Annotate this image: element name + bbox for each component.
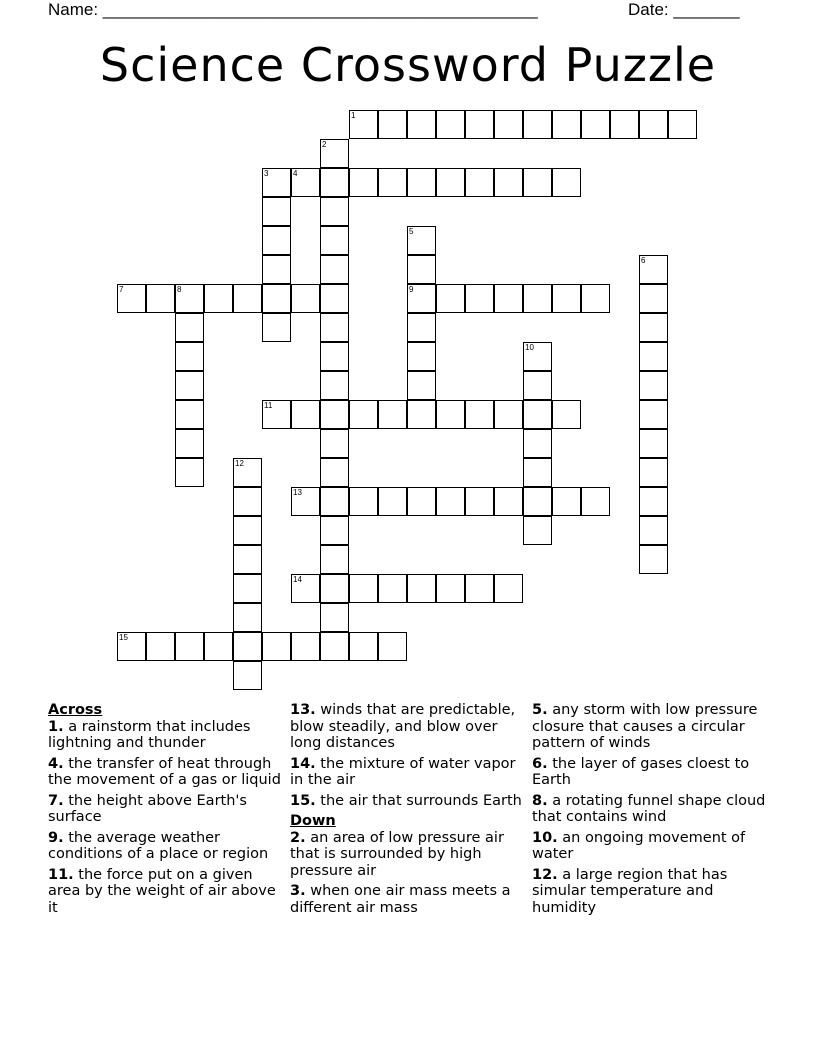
grid-cell[interactable] (146, 284, 175, 313)
grid-cell[interactable] (349, 168, 378, 197)
grid-cell[interactable] (494, 168, 523, 197)
grid-cell[interactable] (117, 632, 146, 661)
clue-number: 9. (48, 829, 64, 846)
grid-cell[interactable] (291, 574, 320, 603)
clue-number: 5. (532, 702, 548, 718)
grid-cell[interactable] (233, 487, 262, 516)
clue-number-label: 14 (293, 575, 302, 584)
grid-cell[interactable] (349, 400, 378, 429)
grid-cell[interactable] (378, 400, 407, 429)
clue-number-label: 8 (177, 285, 182, 294)
grid-cell[interactable] (378, 574, 407, 603)
clue-text: a rotating funnel shape cloud that contains wind (532, 792, 766, 825)
grid-cell[interactable] (320, 429, 349, 458)
down-heading: Down (290, 813, 336, 829)
grid-cell[interactable] (204, 632, 233, 661)
clue-number: 13. (290, 702, 316, 718)
clue-across-7 (48, 793, 284, 826)
clue-across-13 (290, 702, 526, 752)
grid-cell[interactable] (465, 284, 494, 313)
grid-cell[interactable] (639, 284, 668, 313)
grid-cell[interactable] (320, 545, 349, 574)
grid-cell[interactable] (494, 400, 523, 429)
clue-down-2 (290, 830, 526, 880)
grid-cell[interactable] (639, 110, 668, 139)
grid-cell[interactable] (639, 545, 668, 574)
clue-down-6 (532, 756, 772, 789)
grid-cell[interactable] (320, 226, 349, 255)
grid-cell[interactable] (204, 284, 233, 313)
grid-cell[interactable] (407, 371, 436, 400)
clue-down-10 (532, 830, 772, 863)
grid-cell[interactable] (233, 545, 262, 574)
grid-cell[interactable] (581, 284, 610, 313)
grid-cell[interactable] (407, 168, 436, 197)
grid-cell[interactable] (175, 342, 204, 371)
grid-cell[interactable] (523, 342, 552, 371)
grid-cell[interactable] (320, 168, 349, 197)
clue-number: 4. (48, 755, 64, 772)
grid-cell[interactable] (262, 400, 291, 429)
grid-cell[interactable] (320, 400, 349, 429)
clue-text: the air that surrounds Earth (320, 792, 522, 809)
clue-text: the force put on a given area by the weight of air above it (48, 866, 276, 916)
grid-cell[interactable] (146, 632, 175, 661)
grid-cell[interactable] (639, 516, 668, 545)
grid-cell[interactable] (407, 487, 436, 516)
grid-cell[interactable] (233, 516, 262, 545)
grid-cell[interactable] (639, 342, 668, 371)
grid-cell[interactable] (436, 487, 465, 516)
grid-cell[interactable] (465, 168, 494, 197)
grid-cell[interactable] (320, 197, 349, 226)
clue-number-label: 2 (322, 140, 327, 149)
clue-number-label: 12 (235, 459, 244, 468)
page-title: Science Crossword Puzzle (99, 38, 717, 92)
grid-cell[interactable] (175, 429, 204, 458)
clue-number-label: 9 (409, 285, 414, 294)
clue-number-label: 15 (119, 633, 128, 642)
grid-cell[interactable] (349, 487, 378, 516)
grid-cell[interactable] (320, 487, 349, 516)
grid-cell[interactable] (233, 574, 262, 603)
clue-text: the mixture of water vapor in the air (290, 755, 516, 788)
grid-cell[interactable] (233, 603, 262, 632)
clue-text: the height above Earth's surface (48, 792, 247, 825)
grid-cell[interactable] (407, 255, 436, 284)
grid-cell[interactable] (523, 284, 552, 313)
grid-cell[interactable] (494, 110, 523, 139)
grid-cell[interactable] (639, 487, 668, 516)
grid-cell[interactable] (262, 632, 291, 661)
clue-column-2 (290, 702, 526, 920)
clue-number: 2. (290, 829, 306, 846)
clue-number-label: 4 (293, 169, 298, 178)
grid-cell[interactable] (552, 487, 581, 516)
grid-cell[interactable] (262, 313, 291, 342)
grid-cell[interactable] (639, 458, 668, 487)
grid-cell[interactable] (639, 400, 668, 429)
grid-cell[interactable] (523, 458, 552, 487)
grid-cell[interactable] (494, 487, 523, 516)
grid-cell[interactable] (436, 168, 465, 197)
date-field-label[interactable]: Date: _______ (628, 0, 740, 19)
clue-number: 1. (48, 718, 64, 735)
clue-number-label: 6 (641, 256, 646, 265)
grid-cell[interactable] (378, 168, 407, 197)
grid-cell[interactable] (465, 110, 494, 139)
clue-number-label: 13 (293, 488, 302, 497)
grid-cell[interactable] (320, 313, 349, 342)
grid-cell[interactable] (407, 342, 436, 371)
clue-number: 7. (48, 792, 64, 809)
clue-number: 10. (532, 829, 558, 846)
clue-number-label: 11 (264, 401, 273, 410)
grid-cell[interactable] (320, 342, 349, 371)
grid-cell[interactable] (639, 313, 668, 342)
grid-cell[interactable] (233, 661, 262, 690)
grid-cell[interactable] (320, 632, 349, 661)
grid-cell[interactable] (320, 255, 349, 284)
grid-cell[interactable] (436, 400, 465, 429)
grid-cell[interactable] (610, 110, 639, 139)
grid-cell[interactable] (523, 487, 552, 516)
grid-cell[interactable] (320, 371, 349, 400)
grid-cell[interactable] (175, 313, 204, 342)
clue-number-label: 3 (264, 169, 269, 178)
grid-cell[interactable] (552, 400, 581, 429)
grid-cell[interactable] (320, 284, 349, 313)
grid-cell[interactable] (407, 400, 436, 429)
clue-down-3 (290, 883, 526, 916)
grid-cell[interactable] (262, 197, 291, 226)
grid-cell[interactable] (320, 603, 349, 632)
name-field-label[interactable]: Name: ______________________________________________ (48, 0, 538, 19)
grid-cell[interactable] (523, 400, 552, 429)
grid-cell[interactable] (639, 371, 668, 400)
grid-cell[interactable] (639, 255, 668, 284)
grid-cell[interactable] (407, 574, 436, 603)
grid-cell[interactable] (436, 110, 465, 139)
grid-cell[interactable] (175, 284, 204, 313)
grid-cell[interactable] (262, 284, 291, 313)
grid-cell[interactable] (465, 400, 494, 429)
clue-across-9 (48, 830, 284, 863)
clue-column-1 (48, 702, 284, 920)
grid-cell[interactable] (291, 168, 320, 197)
clue-across-15 (290, 793, 526, 810)
clue-number-label: 7 (119, 285, 124, 294)
grid-cell[interactable] (349, 110, 378, 139)
grid-cell[interactable] (552, 168, 581, 197)
grid-cell[interactable] (407, 284, 436, 313)
clue-down-5 (532, 702, 772, 752)
clue-number: 6. (532, 755, 548, 772)
clue-number: 3. (290, 883, 306, 899)
across-heading: Across (48, 702, 103, 718)
clue-text: an ongoing movement of water (532, 829, 746, 862)
grid-cell[interactable] (407, 313, 436, 342)
grid-cell[interactable] (581, 487, 610, 516)
grid-cell[interactable] (233, 632, 262, 661)
grid-cell[interactable] (291, 487, 320, 516)
grid-cell[interactable] (523, 371, 552, 400)
grid-cell[interactable] (175, 458, 204, 487)
grid-cell[interactable] (378, 632, 407, 661)
grid-cell[interactable] (378, 487, 407, 516)
grid-cell[interactable] (523, 110, 552, 139)
clue-text: a large region that has simular temperature and humidity (532, 866, 728, 916)
grid-cell[interactable] (175, 400, 204, 429)
grid-cell[interactable] (639, 429, 668, 458)
clue-number: 12. (532, 866, 558, 883)
clue-across-1 (48, 719, 284, 752)
clue-down-12 (532, 867, 772, 917)
clue-across-11 (48, 867, 284, 917)
grid-cell[interactable] (233, 458, 262, 487)
grid-cell[interactable] (320, 139, 349, 168)
clue-across-14 (290, 756, 526, 789)
grid-cell[interactable] (407, 110, 436, 139)
clue-number-label: 5 (409, 227, 414, 236)
grid-cell[interactable] (523, 516, 552, 545)
grid-cell[interactable] (668, 110, 697, 139)
clue-text: winds that are predictable, blow steadily, and blow over long distances (290, 702, 516, 751)
grid-cell[interactable] (320, 574, 349, 603)
grid-cell[interactable] (117, 284, 146, 313)
grid-cell[interactable] (552, 110, 581, 139)
grid-cell[interactable] (291, 632, 320, 661)
clue-number: 14. (290, 755, 316, 772)
clue-text: the transfer of heat through the movement of a gas or liquid (48, 755, 281, 788)
grid-cell[interactable] (378, 110, 407, 139)
clue-down-8 (532, 793, 772, 826)
grid-cell[interactable] (349, 632, 378, 661)
grid-cell[interactable] (436, 574, 465, 603)
grid-cell[interactable] (465, 574, 494, 603)
clue-text: a rainstorm that includes lightning and thunder (48, 718, 251, 751)
grid-cell[interactable] (175, 371, 204, 400)
grid-cell[interactable] (552, 284, 581, 313)
grid-cell[interactable] (320, 516, 349, 545)
clue-text: when one air mass meets a different air mass (290, 883, 511, 916)
grid-cell[interactable] (233, 284, 262, 313)
grid-cell[interactable] (581, 110, 610, 139)
clue-number: 11. (48, 866, 74, 883)
clue-number: 8. (532, 792, 548, 809)
grid-cell[interactable] (407, 226, 436, 255)
grid-cell[interactable] (349, 574, 378, 603)
clue-number-label: 10 (525, 343, 534, 352)
clue-text: the average weather conditions of a place or region (48, 829, 269, 862)
grid-cell[interactable] (494, 574, 523, 603)
grid-cell[interactable] (291, 284, 320, 313)
clue-column-3 (532, 702, 772, 920)
clue-text: an area of low pressure air that is surrounded by high pressure air (290, 829, 504, 879)
clue-number-label: 1 (351, 111, 356, 120)
grid-cell[interactable] (523, 429, 552, 458)
clue-number: 15. (290, 792, 316, 809)
clue-text: any storm with low pressure closure that causes a circular pattern of winds (532, 702, 758, 751)
grid-cell[interactable] (465, 487, 494, 516)
grid-cell[interactable] (523, 168, 552, 197)
clue-across-4 (48, 756, 284, 789)
grid-cell[interactable] (291, 400, 320, 429)
grid-cell[interactable] (494, 284, 523, 313)
grid-cell[interactable] (262, 226, 291, 255)
clue-text: the layer of gases cloest to Earth (532, 755, 750, 788)
grid-cell[interactable] (436, 284, 465, 313)
grid-cell[interactable] (262, 255, 291, 284)
grid-cell[interactable] (262, 168, 291, 197)
grid-cell[interactable] (320, 458, 349, 487)
grid-cell[interactable] (175, 632, 204, 661)
